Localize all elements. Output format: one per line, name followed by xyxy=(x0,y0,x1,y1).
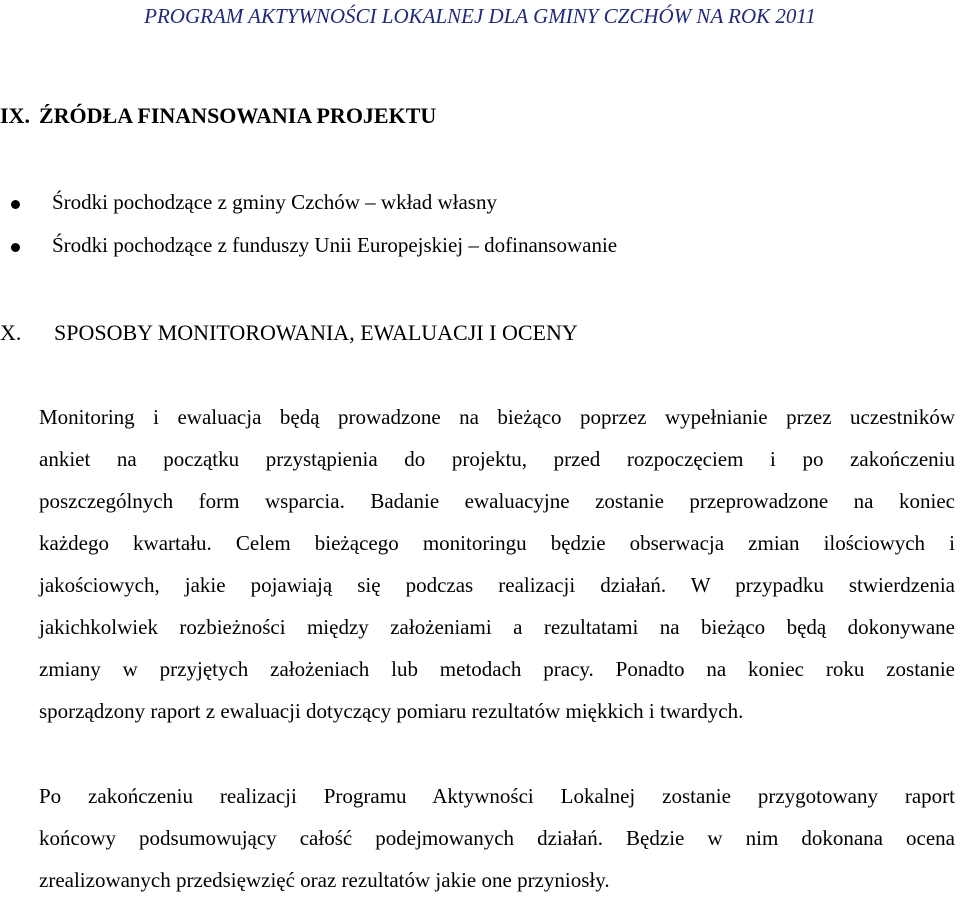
bullet-icon xyxy=(11,200,20,209)
section-title: SPOSOBY MONITOROWANIA, EWALUACJI I OCENY xyxy=(54,320,578,345)
list-item-text: Środki pochodzące z funduszy Unii Europejskiej – dofinansowanie xyxy=(52,233,618,257)
paragraph-line: Monitoring i ewaluacja będą prowadzone na bieżąco poprzez wypełnianie przez uczestników xyxy=(39,405,955,429)
paragraph-line: każdego kwartału. Celem bieżącego monitoringu będzie obserwacja zmian ilościowych i xyxy=(39,531,955,555)
paragraph-line: zrealizowanych przedsięwzięć oraz rezultatów jakie one przyniosły. xyxy=(39,868,610,892)
list-item-text: Środki pochodzące z gminy Czchów – wkład własny xyxy=(52,190,497,214)
paragraph-line: Po zakończeniu realizacji Programu Aktywności Lokalnej zostanie przygotowany raport xyxy=(39,784,955,808)
paragraph-line: jakichkolwiek rozbieżności między założeniami a rezultatami na bieżąco będą dokonywane xyxy=(39,615,955,639)
section-number: IX. xyxy=(0,103,30,128)
paragraph-line: jakościowych, jakie pojawiają się podczas realizacji działań. W przypadku stwierdzenia xyxy=(39,573,955,597)
running-header: PROGRAM AKTYWNOŚCI LOKALNEJ DLA GMINY CZCHÓW NA ROK 2011 xyxy=(144,4,816,28)
paragraph-line: sporządzony raport z ewaluacji dotyczący pomiaru rezultatów miękkich i twardych. xyxy=(39,699,744,723)
final-report-paragraph xyxy=(39,775,955,901)
paragraph-line: końcowy podsumowujący całość podejmowanych działań. Będzie w nim dokonana ocena xyxy=(39,826,955,850)
section-title: ŹRÓDŁA FINANSOWANIA PROJEKTU xyxy=(39,103,437,128)
paragraph-line: ankiet na początku przystąpienia do projektu, przed rozpoczęciem i po zakończeniu xyxy=(39,447,955,471)
monitoring-paragraph xyxy=(39,396,955,732)
section-number: X. xyxy=(0,320,22,345)
bullet-icon xyxy=(11,243,20,252)
paragraph-line: zmiany w przyjętych założeniach lub metodach pracy. Ponadto na koniec roku zostanie xyxy=(39,657,955,681)
paragraph-line: poszczególnych form wsparcia. Badanie ewaluacyjne zostanie przeprowadzone na koniec xyxy=(39,489,955,513)
